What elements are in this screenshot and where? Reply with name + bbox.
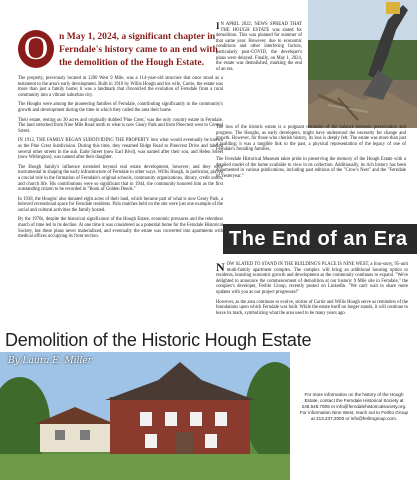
lede — [18, 30, 223, 69]
paragraph: However, as the area continues to evolve, stories of Carrie and Willis Hough serve as reminders of the foundations upon which Ferndale was built. While the estate itself no longer stands, it will continue to leave its mark, symbolizing what the area used to be many years ago. — [216, 299, 408, 316]
paragraph: Their estate, resting on 30 acres and originally dubbed 'Pine Crest,' was the only country estate in Ferndale. The land stretched from Nine Mile Road north to what is now Geary Park and from Pinecrest west to Central Street. — [18, 117, 223, 134]
article-headline: Demolition of the Historic Hough Estate — [5, 330, 312, 350]
paragraph: In 1938, the Houghs' also donated eight acres of their land, which became part of what is now Geary Park, a beloved recreational space for Ferndale residents. Polo matches held on the site were just one example of the social and cultural activities the family hosted. — [18, 196, 223, 213]
section-banner — [223, 224, 417, 254]
section-drop-cap: N — [216, 260, 225, 274]
contact-info: For more information on the history of the Hough Estate, contact the Ferndale Historical Society at 248.545.7606 or info@ferndalehistoricalsociety.org. For information Nine West, reach out to Ferlito Group at 313.237.2000 or info@ferlitogroup.com. — [299, 392, 409, 421]
paragraph: By the 1970s, despite the historical significance of the Hough Estate, economic pressures and the relentless march of time led to its decline. At one time it was considered as a potential home for the Ferndale Historical Society, but these plans never materialized, and eventually the estate was converted into apartments with medical offices occupying its front section. — [18, 217, 223, 240]
paragraph: The Ferndale Historical Museum takes pride in preserving the memory of the Hough Estate with a detailed model of the home available to view in its collection. Additionally, its rich history has been documented in various publications, including past editions of the "Crow's Nest" and the "Ferndale of Yesteryear." — [216, 156, 406, 179]
sidebar-text: N APRIL 2022, NEWS SPREAD THAT THE HOUGH ESTATE was slated for demolition. This was planned for summer of that same year. However, due to economic conditions and other interfering factors, particularly post-COVID, the developer's plans were delayed. Finally, on May 1, 2024, the estate was demolished, marking the end of an era. — [216, 22, 302, 72]
excavator-photo — [308, 0, 417, 128]
paragraph: IN 1912, THE FAMILY BEGAN SUBDIVIDING THE PROPERTY into what would eventually be known as the Pine Crest Subdivision. During this time, they renamed Ridge Road to Pinecrest Drive and labeled several other streets in the sub. Earle Street (now Earl Blvd), was named after their son, and Helen Street (now Withington), was named after their daughter. — [18, 138, 223, 161]
drop-cap: O — [18, 30, 54, 68]
right-lower-column — [216, 262, 408, 320]
house-photo — [0, 352, 290, 480]
lede-text: n May 1, 2024, a significant chapter in Ferndale's history came to an end with the demolition of the Hough Estate. — [59, 31, 218, 68]
paragraph: The Hough family's influence extended beyond real estate development, however, and they were instrumental in shaping the early infrastructure of Ferndale in other ways. Willis Hough, in particular, played a crucial role in the formation of Ferndale's original schools, community organizations, library, credit union, and church life. His contributions were so significant that in 1944, the community honored him as the first outstanding citizen to be recorded in "Book of Golden Deeds." — [18, 164, 223, 193]
sidebar-column — [216, 22, 302, 72]
paragraph: The Houghs were among the pioneering families of Ferndale, contributing significantly to the community's growth and development during the time in which they called the area their home. — [18, 102, 223, 113]
paragraph: The loss of the historic estate is a poignant reminder of the balance between preservation and progress. The Houghs, as early developers, might have understood the necessity for change and growth. However, for those who cherish history, its loss is deeply felt. The estate was more than just a building; it was a tangible link to the past, a physical representation of the legacy of one of Ferndale's founding families. — [216, 125, 406, 153]
paragraph: OW SLATED TO STAND IN THE BUILDING'S PLACE IS NINE WEST, a four-story, 95-unit multi-family apartment complex. The complex will bring an additional housing option to residents, boosting economic growth and development as the community continues to expand. "We're delighted to announce the commencement of demolition at our historic 9 Mile site in Ferndale," the complex's developer, Ferlito Group, recently posted on LinkedIn. "We can't wait to share more updates with you as our project progresses!" — [216, 262, 408, 295]
left-column — [18, 76, 223, 244]
banner-title: The End of an Era — [229, 228, 408, 250]
right-column — [216, 125, 406, 183]
sidebar-drop-cap: I — [216, 21, 220, 31]
byline: By Laura E. Miller — [8, 356, 92, 366]
paragraph: The property, previously located at 1200 West 9 Mile, was a 114-year-old structure that once stood as a testament to the area's early development. Built in 1910 by Willis Hough and his wife, Carrie, the estate was more than just a family home; it was a landmark that chronicled the evolution of Ferndale from a rural community into a vibrant suburban city. — [18, 76, 223, 98]
